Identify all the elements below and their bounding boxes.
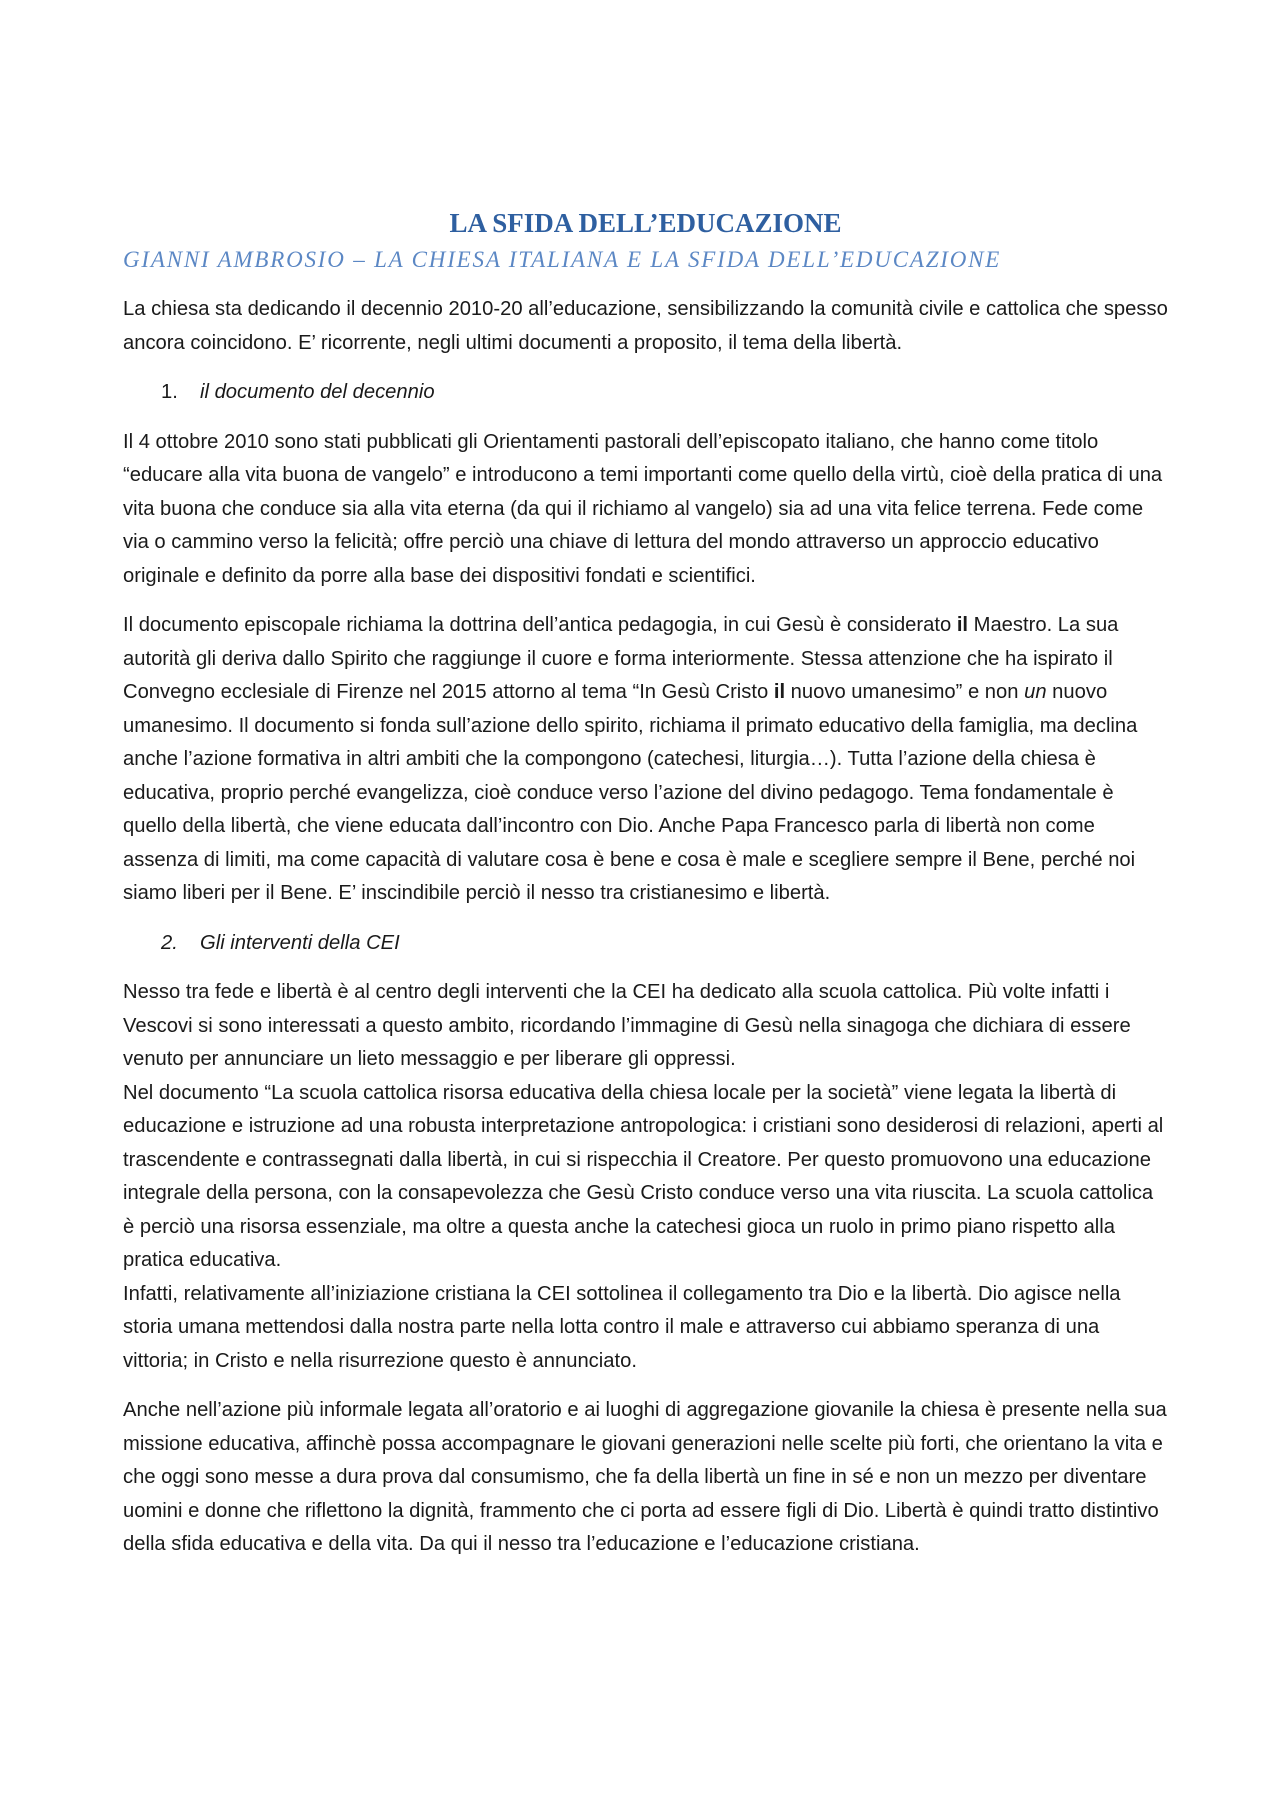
bold-text-run: il	[956, 614, 969, 636]
document-body	[123, 205, 1168, 1562]
section-number-1: 1.	[161, 381, 178, 403]
section1-paragraph-1: Il 4 ottobre 2010 sono stati pubblicati gli Orientamenti pastorali dell’episcopato italiano, che hanno come titolo “educare alla vita buona de vangelo” e introducono a temi importanti come quello della virtù, cioè della pratica di una vita buona che conduce sia alla vita eterna (da qui il richiamo al vangelo) sia ad una vita felice terrena. Fede come via o cammino verso la felicità; offre perciò una chiave di lettura del mondo attraverso un approccio educativo originale e definito da porre alla base dei dispositivi fondati e scientifici.	[123, 430, 1163, 587]
section-heading-2	[123, 927, 1168, 961]
section-title-1: il documento del decennio	[200, 381, 435, 403]
section2-paragraph-4: Anche nell’azione più informale legata all’oratorio e ai luoghi di aggregazione giovanile la chiesa è presente nella sua missione educativa, affinchè possa accompagnare le giovani generazioni nelle scelte più forti, che orientano la vita e che oggi sono messe a dura prova dal consumismo, che fa della libertà un fine in sé e non un mezzo per diventare uomini e donne che riflettono la dignità, frammento che ci porta ad essere figli di Dio. Libertà è quindi tratto distintivo della sfida educativa e della vita. Da qui il nesso tra l’educazione e l’educazione cristiana.	[123, 1399, 1167, 1555]
section2-paragraph-3: Infatti, relativamente all’iniziazione cristiana la CEI sottolinea il collegamento tra Dio e la libertà. Dio agisce nella storia umana mettendosi dalla nostra parte nella lotta contro il male e attraverso cui abbiamo speranza di una vittoria; in Cristo e nella risurrezione questo è annunciato.	[123, 1282, 1121, 1372]
text-run: nuovo umanesimo” e non	[785, 681, 1025, 703]
text-run: Il documento episcopale richiama la dottrina dell’antica pedagogia, in cui Gesù è considerato	[123, 614, 957, 636]
section-heading-1	[123, 376, 1168, 410]
text-run: Maestro. La sua autorità gli deriva dallo Spirito che raggiunge il cuore e forma interiormente. Stessa attenzione che ha ispirato il Convegno ecclesiale di Firenze nel 2015 attorno al tema “In Gesù Cristo	[123, 614, 1119, 703]
section1-paragraph-2	[123, 609, 1168, 911]
italic-text-run: un	[1024, 681, 1047, 703]
bold-text-run: il	[773, 681, 786, 703]
section2-paragraph-2: Nel documento “La scuola cattolica risorsa educativa della chiesa locale per la società” viene legata la libertà di educazione e istruzione ad una robusta interpretazione antropologica: i cristiani sono desiderosi di relazioni, aperti al trascendente e contrassegnati dalla libertà, in cui si rispecchia il Creatore. Per questo promuovono una educazione integrale della persona, con la consapevolezza che Gesù Cristo conduce verso una vita riuscita. La scuola cattolica è perciò una risorsa essenziale, ma oltre a questa anche la catechesi gioca un ruolo in primo piano rispetto alla pratica educativa.	[123, 1081, 1164, 1271]
section2-paragraph-1: Nesso tra fede e libertà è al centro degli interventi che la CEI ha dedicato alla scuola cattolica. Più volte infatti i Vescovi si sono interessati a questo ambito, ricordando l’immagine di Gesù nella sinagoga che dichiara di essere venuto per annunciare un lieto messaggio e per liberare gli oppressi.	[123, 981, 1131, 1070]
document-title: LA SFIDA DELL’EDUCAZIONE	[449, 208, 842, 238]
intro-paragraph: La chiesa sta dedicando il decennio 2010-20 all’educazione, sensibilizzando la comunità civile e cattolica che spesso ancora coincidono. E’ ricorrente, negli ultimi documenti a proposito, il tema della libertà.	[123, 298, 1168, 354]
section-title-2: Gli interventi della CEI	[200, 931, 400, 954]
document-subtitle: GIANNI AMBROSIO – LA CHIESA ITALIANA E LA SFIDA DELL’EDUCAZIONE	[123, 247, 1002, 272]
text-run: nuovo umanesimo. Il documento si fonda sull’azione dello spirito, richiama il primato educativo della famiglia, ma declina anche l’azione formativa in altri ambiti che la compongono (catechesi, liturgia…). Tutta l’azione della chiesa è educativa, proprio perché evangelizza, cioè conduce verso l’azione del divino pedagogo. Tema fondamentale è quello della libertà, che viene educata dall’incontro con Dio. Anche Papa Francesco parla di libertà non come assenza di limiti, ma come capacità di valutare cosa è bene e cosa è male e scegliere sempre il Bene, perché noi siamo liberi per il Bene. E’ inscindibile perciò il nesso tra cristianesimo e libertà.	[123, 681, 1138, 904]
section-number-2: 2.	[161, 931, 178, 954]
